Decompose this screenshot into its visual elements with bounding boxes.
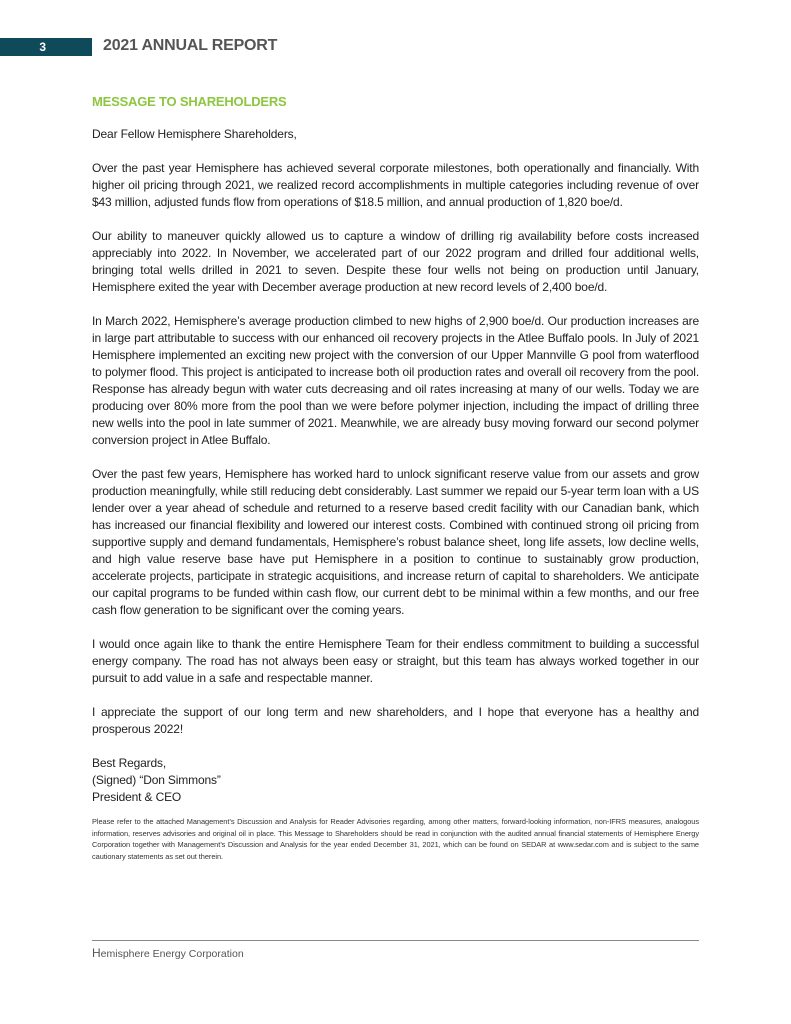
paragraph: Over the past few years, Hemisphere has worked hard to unlock significant reserve value from our assets and grow production meaningfully, while still reducing debt considerably. Last summer we repaid our 5-year term loan with a US lender over a year ahead of schedule and returned to a reserve based credit facility with our Canadian bank, which has increased our financial flexibility and lowered our interest costs. Combined with continued strong oil pricing from supportive supply and demand fundamentals, Hemisphere’s robust balance sheet, long life assets, low decline wells, and high value reserve base have put Hemisphere in a position to continue to sustainably grow production, accelerate projects, participate in strategic acquisitions, and increase return of capital to shareholders. We anticipate our capital programs to be funded within cash flow, our current debt to be minimal within a few months, and our free cash flow generation to be significant over the coming years. [92, 467, 699, 617]
footer-initial: H [92, 946, 101, 960]
paragraph: I would once again like to thank the entire Hemisphere Team for their endless commitment to building a successful energy company. The road has not always been easy or straight, but this team has always worked together in our pursuit to add value in a safe and respectable manner. [92, 637, 699, 685]
paragraph: I appreciate the support of our long term and new shareholders, and I hope that everyone has a healthy and prosperous 2022! [92, 705, 699, 736]
footer-company [92, 946, 244, 960]
page-number: 3 [39, 40, 46, 54]
page-number-badge [0, 38, 92, 56]
paragraph: Our ability to maneuver quickly allowed us to capture a window of drilling rig availability before costs increased appreciably into 2022. In November, we accelerated part of our 2022 program and drilled four additional wells, bringing total wells drilled in 2021 to seven. Despite these four wells not being on production until January, Hemisphere exited the year with December average production at new record levels of 2,400 boe/d. [92, 229, 699, 294]
footer-text: emisphere Energy Corporation [100, 948, 244, 960]
letter-body [92, 94, 699, 862]
signer-role: President & CEO [92, 790, 182, 804]
signer-name: (Signed) “Don Simmons” [92, 773, 221, 787]
advisory-note: Please refer to the attached Management’s Discussion and Analysis for Reader Advisories regarding, among other matters, forward-looking information, non-IFRS measures, analogous information, reserves advisories and original oil in place. This Message to Shareholders should be read in conjunction with the audited annual financial statements of Hemisphere Energy Corporation together with Management’s Discussion and Analysis for the year ended December 31, 2021, which can be found on SEDAR at www.sedar.com and is subject to the same cautionary statements as set out therein. [92, 817, 699, 861]
salutation: Dear Fellow Hemisphere Shareholders, [92, 127, 297, 141]
signature-block [92, 755, 699, 806]
footer-divider [92, 940, 699, 941]
paragraph: In March 2022, Hemisphere’s average production climbed to new highs of 2,900 boe/d. Our production increases are in large part attributable to success with our enhanced oil recovery projects in the Atlee Buffalo pools. In July of 2021 Hemisphere implemented an exciting new project with the conversion of our Upper Mannville G pool from waterflood to polymer flood. This project is anticipated to increase both oil production rates and overall oil recovery from the pool. Response has already begun with water cuts decreasing and oil rates increasing at many of our wells. Today we are producing over 80% more from the pool than we were before polymer injection, including the impact of drilling three new wells into the pool in late summer of 2021. Meanwhile, we are already busy moving forward our second polymer conversion project in Atlee Buffalo. [92, 314, 699, 447]
report-title: 2021 ANNUAL REPORT [103, 37, 278, 54]
paragraph: Over the past year Hemisphere has achieved several corporate milestones, both operationally and financially. With higher oil pricing through 2021, we realized record accomplishments in multiple categories including revenue of over $43 million, adjusted funds flow from operations of $18.5 million, and annual production of 1,820 boe/d. [92, 161, 699, 209]
closing: Best Regards, [92, 756, 167, 770]
section-heading: MESSAGE TO SHAREHOLDERS [92, 94, 287, 109]
